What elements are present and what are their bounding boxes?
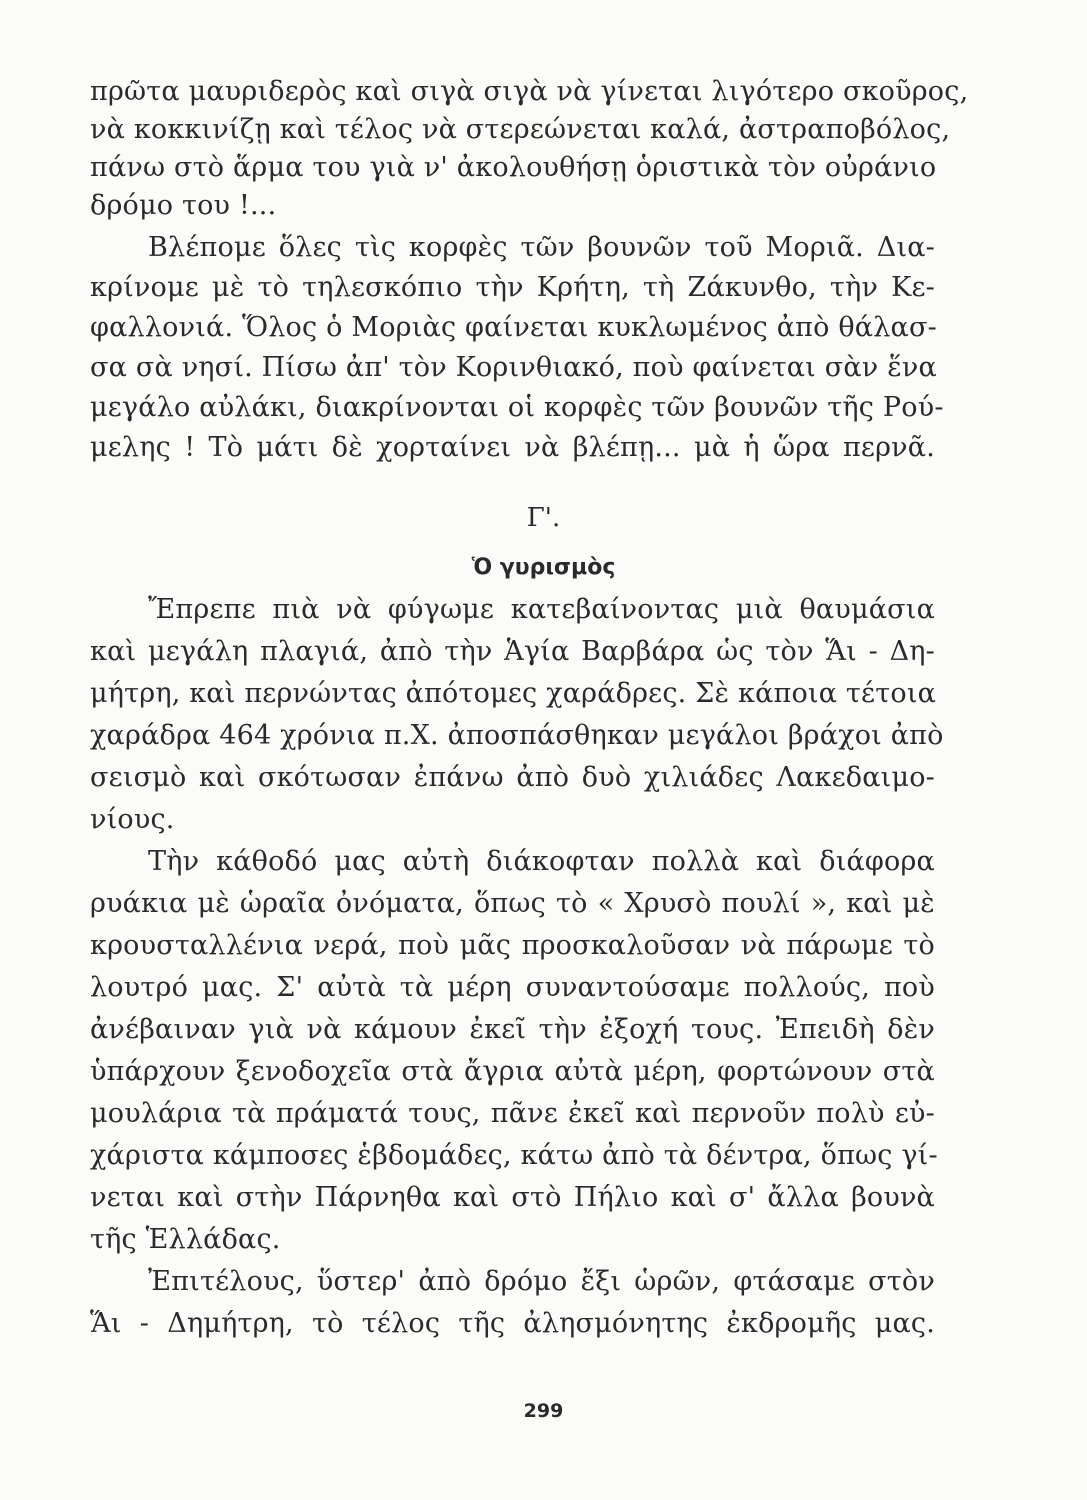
- text-line: τῆς Ἑλλάδας.: [90, 1224, 281, 1255]
- text-line: φαλλονιά. Ὅλος ὁ Μοριὰς φαίνεται κυκλωμένος ἀπὸ θάλασ-: [90, 312, 937, 343]
- text-line: χαράδρα 464 χρόνια π.Χ. ἀποσπάσθηκαν μεγάλοι βράχοι ἀπὸ: [90, 720, 944, 751]
- text-line: σεισμὸ καὶ σκότωσαν ἐπάνω ἀπὸ δυὸ χιλιάδες Λακεδαιμο-: [90, 762, 935, 793]
- text-line: μουλάρια τὰ πράματά τους, πᾶνε ἐκεῖ καὶ περνοῦν πολὺ εὐ-: [90, 1098, 935, 1129]
- text-line: νεται καὶ στὴν Πάρνηθα καὶ στὸ Πήλιο καὶ σ' ἄλλα βουνὰ: [90, 1182, 935, 1213]
- section-number: Γ'.: [526, 503, 561, 533]
- text-line: δρόμο του !...: [90, 190, 277, 221]
- text-line: χάριστα κάμποσες ἑβδομάδες, κάτω ἀπὸ τὰ δέντρα, ὅπως γί-: [90, 1140, 938, 1171]
- text-line: Βλέπομε ὅλες τὶς κορφὲς τῶν βουνῶν τοῦ Μοριᾶ. Δια-: [148, 232, 935, 263]
- text-line: σα σὰ νησί. Πίσω ἀπ' τὸν Κορινθιακό, ποὺ φαίνεται σὰν ἕνα: [90, 352, 937, 383]
- text-line: νὰ κοκκινίζῃ καὶ τέλος νὰ στερεώνεται καλά, ἀστραποβόλος,: [90, 114, 951, 145]
- text-line: μεγάλο αὐλάκι, διακρίνονται οἱ κορφὲς τῶν βουνῶν τῆς Ρού-: [90, 392, 944, 423]
- text-line: ὑπάρχουν ξενοδοχεῖα στὰ ἄγρια αὐτὰ μέρη, φορτώνουν στὰ: [90, 1056, 935, 1087]
- text-line: Τὴν κάθοδό μας αὐτὴ διάκοφταν πολλὰ καὶ διάφορα: [148, 846, 935, 877]
- text-line: κρίνομε μὲ τὸ τηλεσκόπιο τὴν Κρήτη, τὴ Ζάκυνθο, τὴν Κε-: [90, 272, 935, 303]
- text-line: πρῶτα μαυριδερὸς καὶ σιγὰ σιγὰ νὰ γίνεται λιγότερο σκοῦρος,: [90, 76, 969, 107]
- text-line: Ἅι - Δημήτρη, τὸ τέλος τῆς ἀλησμόνητης ἐκδρομῆς μας.: [90, 1308, 935, 1339]
- text-line: κρουσταλλένια νερά, ποὺ μᾶς προσκαλοῦσαν νὰ πάρωμε τὸ: [90, 930, 935, 961]
- text-line: μήτρη, καὶ περνώντας ἀπότομες χαράδρες. Σὲ κάποια τέτοια: [90, 678, 937, 709]
- section-title: Ὁ γυρισμὸς: [471, 555, 616, 580]
- text-line: καὶ μεγάλη πλαγιά, ἀπὸ τὴν Ἁγία Βαρβάρα ὡς τὸν Ἅι - Δη-: [90, 636, 935, 667]
- text-line: μελης ! Τὸ μάτι δὲ χορταίνει νὰ βλέπῃ... μὰ ἡ ὥρα περνᾶ.: [90, 432, 935, 463]
- text-line: λουτρό μας. Σ' αὐτὰ τὰ μέρη συναντούσαμε πολλούς, ποὺ: [90, 972, 935, 1003]
- page-number: 299: [523, 1400, 564, 1422]
- text-line: Ἔπρεπε πιὰ νὰ φύγωμε κατεβαίνοντας μιὰ θαυμάσια: [148, 594, 935, 625]
- text-line: ἀνέβαιναν γιὰ νὰ κάμουν ἐκεῖ τὴν ἐξοχή τους. Ἐπειδὴ δὲν: [90, 1014, 935, 1045]
- text-line: Ἐπιτέλους, ὕστερ' ἀπὸ δρόμο ἔξι ὡρῶν, φτάσαμε στὸν: [148, 1266, 935, 1297]
- text-line: νίους.: [90, 804, 175, 835]
- text-line: ρυάκια μὲ ὡραῖα ὀνόματα, ὅπως τὸ « Χρυσὸ πουλί », καὶ μὲ: [90, 888, 935, 919]
- text-line: πάνω στὸ ἅρμα του γιὰ ν' ἀκολουθήσῃ ὁριστικὰ τὸν οὐράνιο: [90, 152, 937, 183]
